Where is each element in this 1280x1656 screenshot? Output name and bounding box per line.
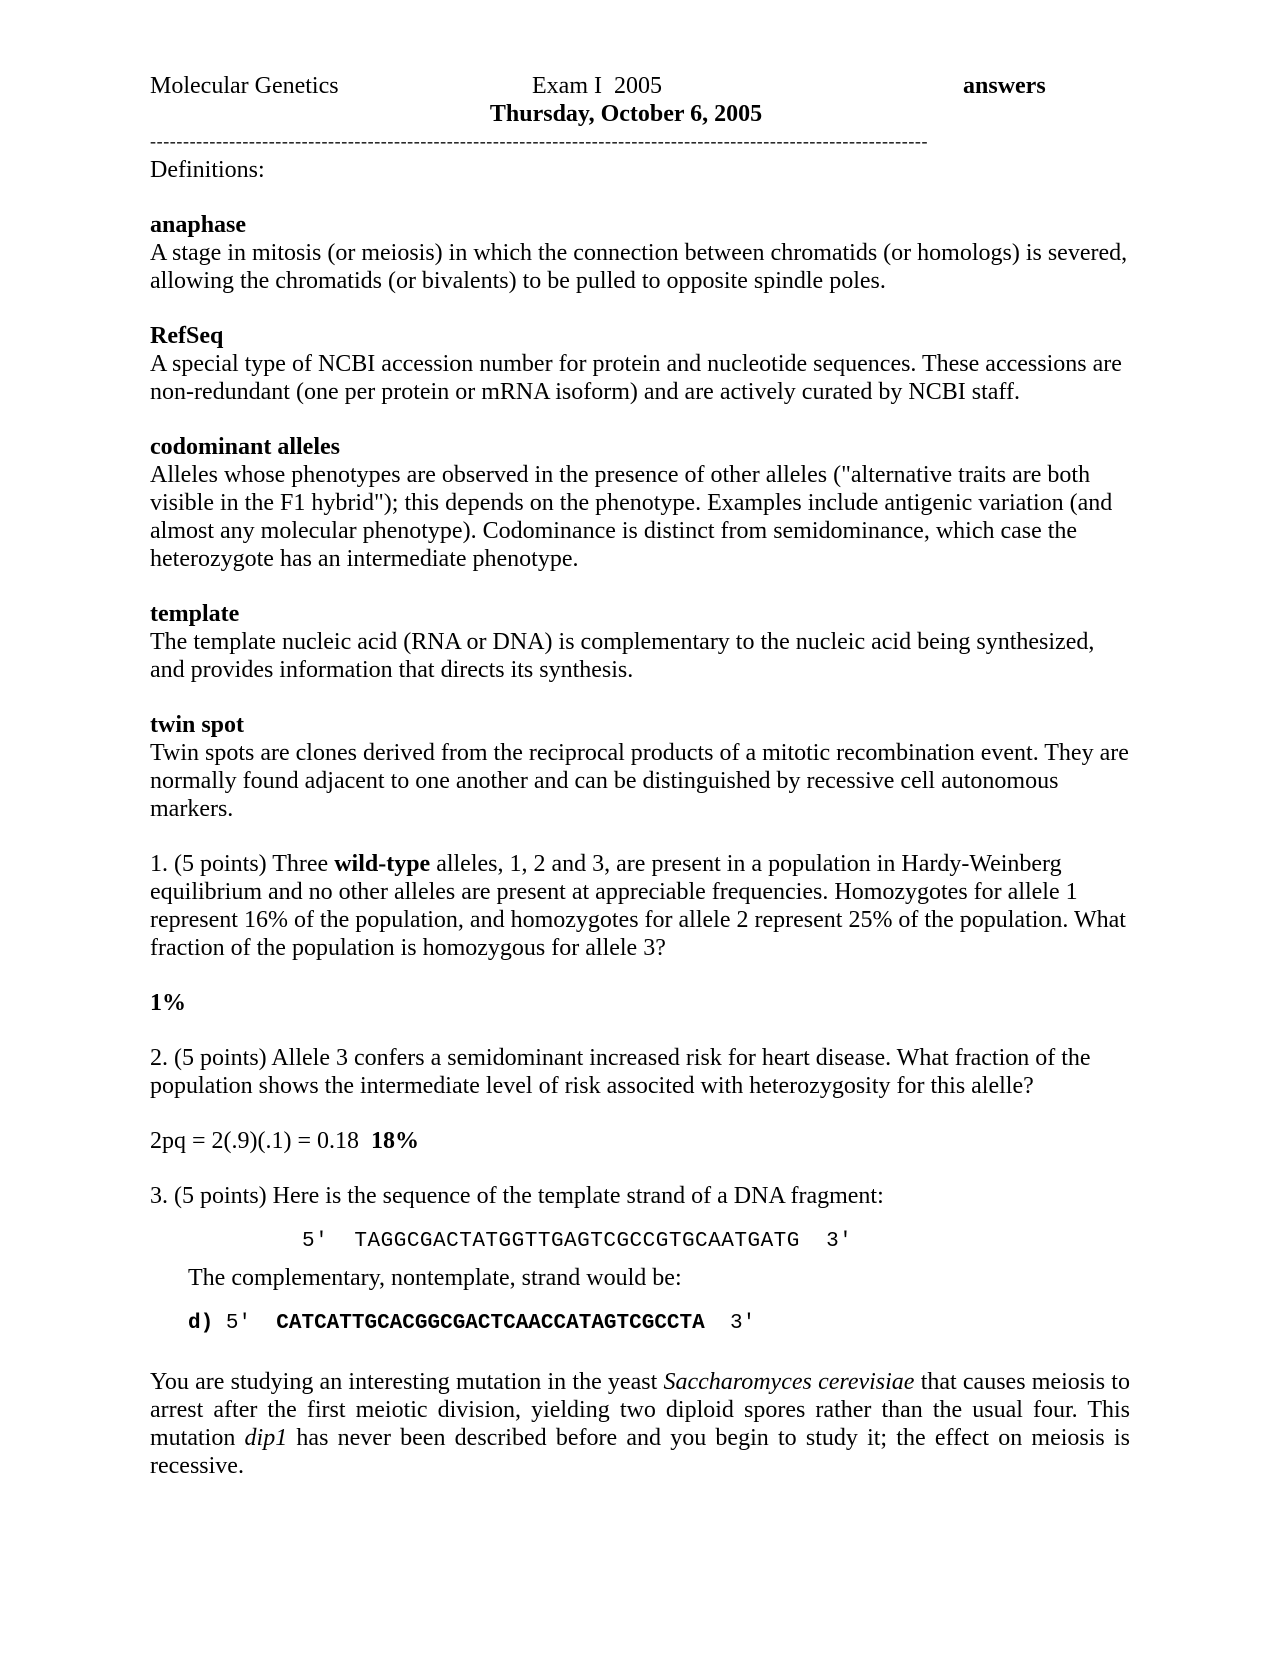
term: twin spot (150, 712, 245, 738)
definition-anaphase (150, 211, 1130, 295)
definition-refseq (150, 322, 1130, 406)
yeast-paragraph (150, 1368, 1130, 1480)
yeast-gene: dip1 (244, 1425, 288, 1451)
yeast-text-3: has never been described before and you begin to study it; the effect on meiosis is recessive. (150, 1425, 1130, 1479)
answer: 1% (150, 990, 186, 1016)
answer-choice: d) (188, 1312, 214, 1335)
question-text: 3. (5 points) Here is the sequence of the template strand of a DNA fragment: (150, 1183, 884, 1209)
yeast-text-1: You are studying an interesting mutation in the yeast (150, 1369, 664, 1395)
term: codominant alleles (150, 434, 340, 460)
exam-page (150, 72, 1130, 1480)
definitions-label: Definitions: (150, 157, 265, 183)
exam-date: Thursday, October 6, 2005 (489, 101, 763, 127)
definition-text: A stage in mitosis (or meiosis) in which the connection between chromatids (or homologs) is severed, allowing the chromatids (or bivalents) to be pulled to opposite spindle poles. (150, 240, 1128, 294)
course-title: Molecular Genetics (150, 73, 339, 99)
definition-codominant-alleles (150, 433, 1130, 573)
exam-title: Exam I 2005 (532, 73, 662, 99)
definition-text: The template nucleic acid (RNA or DNA) is complementary to the nucleic acid being synthesized, and provides information that directs its synthesis. (150, 629, 1095, 683)
template-sequence: 5' TAGGCGACTATGGTTGAGTCGCCGTGCAATGATG 3' (302, 1230, 853, 1253)
answer-line (150, 1127, 1130, 1155)
answers-label: answers (963, 73, 1046, 99)
question-text: 2. (5 points) Allele 3 confers a semidominant increased risk for heart disease. What fraction of the population shows the intermediate level of risk associted with heterozygosity for this alelle? (150, 1045, 1091, 1099)
answer: 18% (371, 1128, 420, 1154)
definition-twin-spot (150, 711, 1130, 823)
definition-text: Alleles whose phenotypes are observed in the presence of other alleles ("alternative traits are both visible in the F1 hybrid"); this depends on the phenotype. Examples include antigenic variation (and almost any molecular phenotype). Codominance is distinct from semidominance, which case the heterozygote has an intermediate phenotype. (150, 462, 1113, 572)
question-3 (150, 1182, 1130, 1338)
header-row (150, 72, 1130, 100)
term: template (150, 601, 240, 627)
question-prompt: The complementary, nontemplate, strand would be: (188, 1265, 682, 1291)
answer-work: 2pq = 2(.9)(.1) = 0.18 (150, 1128, 360, 1154)
dashed-rule: ---------------------------------------------------------------------------------------------------------------------- (150, 131, 929, 151)
question-2 (150, 1044, 1130, 1155)
question-prefix: 1. (5 points) Three (150, 851, 335, 877)
definition-template (150, 600, 1130, 684)
question-bold-term: wild-type (334, 851, 431, 877)
question-text (150, 850, 1130, 962)
question-1 (150, 850, 1130, 1017)
definition-text: Twin spots are clones derived from the reciprocal products of a mitotic recombination event. They are normally found adjacent to one another and can be distinguished by recessive cell autonomous markers. (150, 740, 1129, 822)
answer-sequence-line (188, 1310, 1130, 1338)
yeast-text-2: that causes meiosis to arrest after the first meiotic division, yielding two diploid spores rather than the usual four. This mutation (150, 1369, 1130, 1451)
term: anaphase (150, 212, 247, 238)
term: RefSeq (150, 323, 224, 349)
answer-sequence: CATCATTGCACGGCGACTCAACCATAGTCGCCTA (276, 1312, 705, 1335)
answer-3-prime: 3' (729, 1312, 756, 1335)
yeast-species: Saccharomyces cerevisiae (663, 1369, 915, 1395)
answer-5-prime: 5' (225, 1312, 252, 1335)
definition-text: A special type of NCBI accession number for protein and nucleotide sequences. These accessions are non-redundant (one per protein or mRNA isoform) and are actively curated by NCBI staff. (150, 351, 1122, 405)
question-suffix: alleles, 1, 2 and 3, are present in a population in Hardy-Weinberg equilibrium and no other alleles are present at appreciable frequencies. Homozygotes for allele 1 represent 16% of the population, and homozygotes for allele 2 represent 25% of the population. What fraction of the population is homozygous for allele 3? (150, 851, 1126, 961)
